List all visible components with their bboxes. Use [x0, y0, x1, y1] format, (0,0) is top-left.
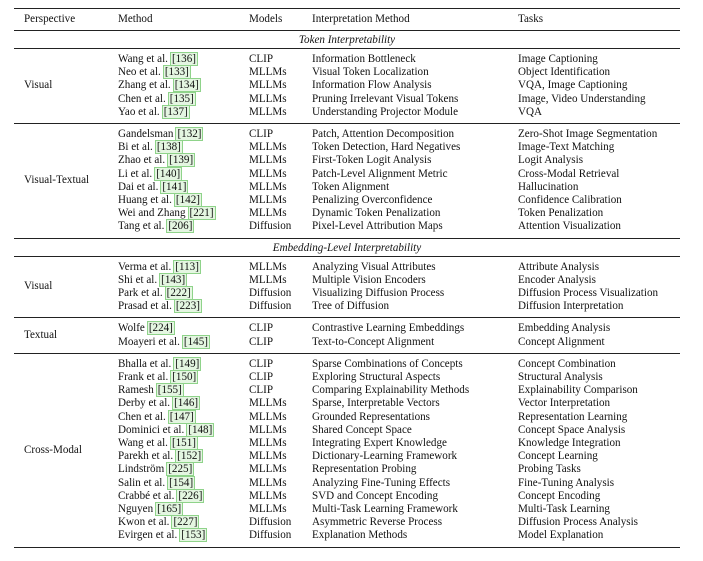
model-cell: CLIP: [249, 53, 274, 65]
citation-link[interactable]: [139]: [169, 154, 194, 167]
citation-link[interactable]: [137]: [163, 105, 188, 118]
citation-link[interactable]: [165]: [157, 503, 182, 515]
model-cell: CLIP: [249, 322, 274, 335]
model-cell: CLIP: [249, 335, 274, 348]
interpretation-cell: Patch-Level Alignment Metric: [312, 167, 448, 180]
citation-link[interactable]: [227]: [173, 516, 198, 529]
task-cell: Concept Learning: [518, 450, 598, 463]
model-cell: MLLMs: [249, 503, 287, 515]
task-cell: Vector Interpretation: [518, 397, 611, 410]
citation-link[interactable]: [145]: [183, 335, 208, 348]
task-cell: Probing Tasks: [518, 463, 581, 476]
method-name: Lindström: [118, 463, 165, 476]
model-cell: CLIP: [249, 128, 274, 140]
citation-link[interactable]: [155]: [157, 384, 182, 397]
task-cell: Concept Space Analysis: [518, 423, 626, 436]
column-header: Perspective: [24, 13, 76, 25]
citation-link[interactable]: [140]: [156, 167, 181, 180]
method-name: Gandelsman: [118, 128, 174, 140]
method-name: Kwon et al.: [118, 516, 170, 529]
method-name: Evirgen et al.: [118, 529, 178, 542]
method-name: Verma et al.: [118, 260, 172, 273]
model-cell: MLLMs: [249, 397, 287, 410]
task-cell: Concept Alignment: [518, 335, 605, 348]
table-rule: [14, 238, 680, 239]
citation-link[interactable]: [143]: [161, 273, 186, 286]
section-title: Token Interpretability: [298, 34, 396, 46]
method-cell: [118, 261, 201, 274]
interpretation-cell: Multiple Vision Encoders: [312, 273, 426, 286]
model-cell: MLLMs: [249, 79, 287, 92]
method-name: Moayeri et al.: [118, 335, 180, 348]
method-name: Zhao et al.: [118, 154, 166, 167]
method-cell: [118, 411, 196, 424]
interpretation-cell: Pixel-Level Attribution Maps: [312, 220, 443, 233]
task-cell: Zero-Shot Image Segmentation: [518, 128, 658, 140]
interpretation-cell: Pruning Irrelevant Visual Tokens: [312, 92, 459, 105]
interpretation-cell: Token Alignment: [312, 180, 390, 193]
citation-link[interactable]: [146]: [174, 397, 199, 410]
interpretation-cell: Information Flow Analysis: [312, 79, 432, 92]
method-name: Li et al.: [118, 167, 153, 180]
model-cell: MLLMs: [249, 423, 287, 436]
method-name: Park et al.: [118, 287, 163, 299]
interpretation-cell: Dynamic Token Penalization: [312, 207, 441, 220]
interpretation-cell: Token Detection, Hard Negatives: [312, 141, 461, 154]
model-cell: MLLMs: [249, 194, 287, 206]
citation-link[interactable]: [133]: [164, 66, 189, 79]
table-rule: [14, 48, 680, 49]
task-cell: Fine-Tuning Analysis: [518, 476, 615, 489]
model-cell: MLLMs: [249, 180, 287, 193]
citation-link[interactable]: [149]: [175, 357, 200, 370]
interpretation-cell: Text-to-Concept Alignment: [312, 335, 435, 348]
model-cell: CLIP: [249, 357, 274, 370]
interpretation-cell: Multi-Task Learning Framework: [312, 503, 458, 515]
citation-link[interactable]: [134]: [174, 79, 199, 92]
citation-link[interactable]: [224]: [148, 322, 173, 335]
table-rule: [14, 123, 680, 124]
model-cell: Diffusion: [249, 516, 292, 529]
perspective-cell: Visual-Textual: [24, 174, 90, 187]
task-cell: Object Identification: [518, 66, 611, 79]
method-name: Ramesh: [118, 384, 154, 397]
task-cell: Concept Encoding: [518, 489, 601, 502]
task-cell: Representation Learning: [518, 410, 628, 423]
citation-link[interactable]: [113]: [175, 260, 199, 273]
method-name: Salin et al.: [118, 476, 166, 489]
citation-link[interactable]: [142]: [175, 194, 200, 206]
method-name: Derby et al.: [118, 397, 171, 410]
interpretation-cell: Exploring Structural Aspects: [312, 371, 441, 383]
model-cell: MLLMs: [249, 66, 287, 79]
interpretation-cell: Contrastive Learning Embeddings: [312, 322, 465, 335]
table-rule: [14, 547, 680, 548]
interpretation-cell: Comparing Explainability Methods: [312, 384, 470, 397]
method-name: Chen et al.: [118, 410, 166, 423]
citation-link[interactable]: [206]: [168, 220, 193, 233]
citation-link[interactable]: [221]: [189, 207, 214, 220]
task-cell: Token Penalization: [518, 207, 604, 220]
column-header: Method: [118, 13, 153, 25]
method-cell: [118, 106, 190, 119]
model-cell: MLLMs: [249, 437, 287, 449]
table-rule: [14, 256, 680, 257]
interpretation-cell: Patch, Attention Decomposition: [312, 128, 455, 140]
method-cell: [118, 463, 194, 476]
perspective-cell: Visual: [24, 79, 53, 92]
task-cell: Image-Text Matching: [518, 141, 615, 154]
method-cell: [118, 154, 195, 167]
model-cell: MLLMs: [249, 273, 287, 286]
method-name: Parekh et al.: [118, 450, 174, 463]
interpretation-cell: Information Bottleneck: [312, 53, 416, 65]
model-cell: Diffusion: [249, 287, 292, 299]
interpretation-cell: Visual Token Localization: [312, 66, 429, 79]
citation-link[interactable]: [152]: [177, 450, 202, 463]
method-cell: [118, 79, 201, 92]
method-name: Bhalla et al.: [118, 357, 172, 370]
column-header: Tasks: [518, 13, 544, 25]
column-header: Interpretation Method: [312, 13, 410, 25]
interpretation-cell: Analyzing Visual Attributes: [312, 260, 436, 273]
task-cell: Image, Video Understanding: [518, 92, 646, 105]
interpretation-cell: Grounded Representations: [312, 410, 430, 423]
task-cell: Confidence Calibration: [518, 194, 622, 206]
interpretation-cell: Asymmetric Reverse Process: [312, 516, 443, 529]
method-cell: [118, 93, 196, 106]
method-cell: [118, 397, 200, 410]
citation-link[interactable]: [226]: [178, 489, 203, 502]
method-cell: [118, 336, 210, 349]
task-cell: Encoder Analysis: [518, 273, 596, 286]
model-cell: MLLMs: [249, 141, 287, 154]
interpretation-cell: Tree of Diffusion: [312, 300, 390, 313]
task-cell: Hallucination: [518, 180, 579, 193]
method-name: Wang et al.: [118, 437, 168, 449]
model-cell: Diffusion: [249, 300, 292, 313]
method-name: Neo et al.: [118, 66, 161, 79]
citation-link[interactable]: [151]: [171, 437, 196, 449]
task-cell: Diffusion Interpretation: [518, 300, 624, 313]
task-cell: Structural Analysis: [518, 371, 603, 383]
interpretation-cell: Visualizing Diffusion Process: [312, 287, 445, 299]
method-cell: [118, 168, 182, 181]
interpretation-cell: Explanation Methods: [312, 529, 408, 542]
model-cell: Diffusion: [249, 529, 292, 542]
task-cell: VQA: [518, 105, 543, 118]
method-name: Prasad et al.: [118, 300, 172, 313]
method-cell: [118, 220, 194, 233]
method-name: Dai et al.: [118, 180, 159, 193]
method-name: Wolfe: [118, 322, 145, 335]
interpretation-cell: Sparse Combinations of Concepts: [312, 357, 463, 370]
citation-link[interactable]: [141]: [162, 180, 187, 193]
citation-link[interactable]: [150]: [172, 371, 197, 383]
interpretation-cell: Integrating Expert Knowledge: [312, 437, 447, 449]
task-cell: Cross-Modal Retrieval: [518, 167, 620, 180]
method-name: Frank et al.: [118, 371, 169, 383]
method-cell: [118, 477, 195, 490]
task-cell: Model Explanation: [518, 529, 604, 542]
task-cell: Knowledge Integration: [518, 437, 621, 449]
citation-link[interactable]: [138]: [156, 141, 181, 154]
method-cell: [118, 322, 175, 335]
table-rule: [14, 8, 680, 9]
task-cell: VQA, Image Captioning: [518, 79, 628, 92]
method-name: Chen et al.: [118, 92, 166, 105]
method-cell: [118, 300, 202, 313]
interpretation-cell: Shared Concept Space: [312, 423, 412, 436]
method-name: Shi et al.: [118, 273, 158, 286]
model-cell: MLLMs: [249, 410, 287, 423]
interpretation-cell: First-Token Logit Analysis: [312, 154, 432, 167]
model-cell: MLLMs: [249, 92, 287, 105]
interpretation-cell: SVD and Concept Encoding: [312, 489, 439, 502]
model-cell: MLLMs: [249, 167, 287, 180]
model-cell: MLLMs: [249, 450, 287, 463]
citation-link[interactable]: [222]: [166, 287, 191, 299]
citation-link[interactable]: [225]: [168, 463, 193, 476]
task-cell: Concept Combination: [518, 357, 616, 370]
model-cell: MLLMs: [249, 207, 287, 220]
method-name: Wei and Zhang: [118, 207, 186, 220]
table-rule: [14, 317, 680, 318]
model-cell: MLLMs: [249, 489, 287, 502]
citation-link[interactable]: [154]: [169, 476, 194, 489]
task-cell: Attention Visualization: [518, 220, 621, 233]
column-header: Models: [249, 13, 283, 25]
method-name: Dominici et al.: [118, 423, 185, 436]
interpretation-cell: Representation Probing: [312, 463, 417, 476]
task-cell: Diffusion Process Analysis: [518, 516, 638, 529]
method-name: Tang et al.: [118, 220, 165, 233]
method-name: Huang et al.: [118, 194, 172, 206]
model-cell: CLIP: [249, 384, 274, 397]
model-cell: CLIP: [249, 371, 274, 383]
interpretation-cell: Analyzing Fine-Tuning Effects: [312, 476, 451, 489]
citation-link[interactable]: [136]: [171, 53, 196, 65]
section-title: Embedding-Level Interpretability: [272, 241, 422, 254]
interpretation-cell: Sparse, Interpretable Vectors: [312, 397, 440, 410]
citation-link[interactable]: [223]: [175, 300, 200, 313]
model-cell: Diffusion: [249, 220, 292, 233]
interpretation-cell: Understanding Projector Module: [312, 105, 459, 118]
method-name: Wang et al.: [118, 53, 168, 65]
table-rule: [14, 353, 680, 354]
method-name: Nguyen: [118, 503, 154, 515]
method-cell: [118, 424, 214, 437]
perspective-cell: Visual: [24, 280, 53, 293]
task-cell: Diffusion Process Visualization: [518, 287, 659, 299]
perspective-cell: Textual: [24, 329, 58, 341]
task-cell: Explainability Comparison: [518, 384, 638, 397]
model-cell: MLLMs: [249, 260, 287, 273]
interpretation-cell: Penalizing Overconfidence: [312, 194, 433, 206]
task-cell: Logit Analysis: [518, 154, 584, 167]
model-cell: MLLMs: [249, 105, 287, 118]
model-cell: MLLMs: [249, 476, 287, 489]
interpretation-cell: Dictionary-Learning Framework: [312, 450, 458, 463]
perspective-cell: Cross-Modal: [24, 443, 82, 456]
citation-link[interactable]: [147]: [169, 410, 194, 423]
citation-link[interactable]: [153]: [181, 529, 206, 542]
method-name: Zhang et al.: [118, 79, 171, 92]
task-cell: Attribute Analysis: [518, 260, 600, 273]
task-cell: Multi-Task Learning: [518, 503, 610, 515]
method-name: Crabbé et al.: [118, 489, 175, 502]
table-rule: [14, 30, 680, 31]
citation-link[interactable]: [148]: [188, 423, 213, 436]
method-name: Bi et al.: [118, 141, 153, 154]
citation-link[interactable]: [132]: [177, 128, 202, 140]
model-cell: MLLMs: [249, 463, 287, 476]
task-cell: Image Captioning: [518, 53, 598, 65]
model-cell: MLLMs: [249, 154, 287, 167]
task-cell: Embedding Analysis: [518, 322, 611, 335]
method-name: Yao et al.: [118, 105, 160, 118]
method-cell: [118, 529, 207, 542]
citation-link[interactable]: [135]: [169, 92, 194, 105]
